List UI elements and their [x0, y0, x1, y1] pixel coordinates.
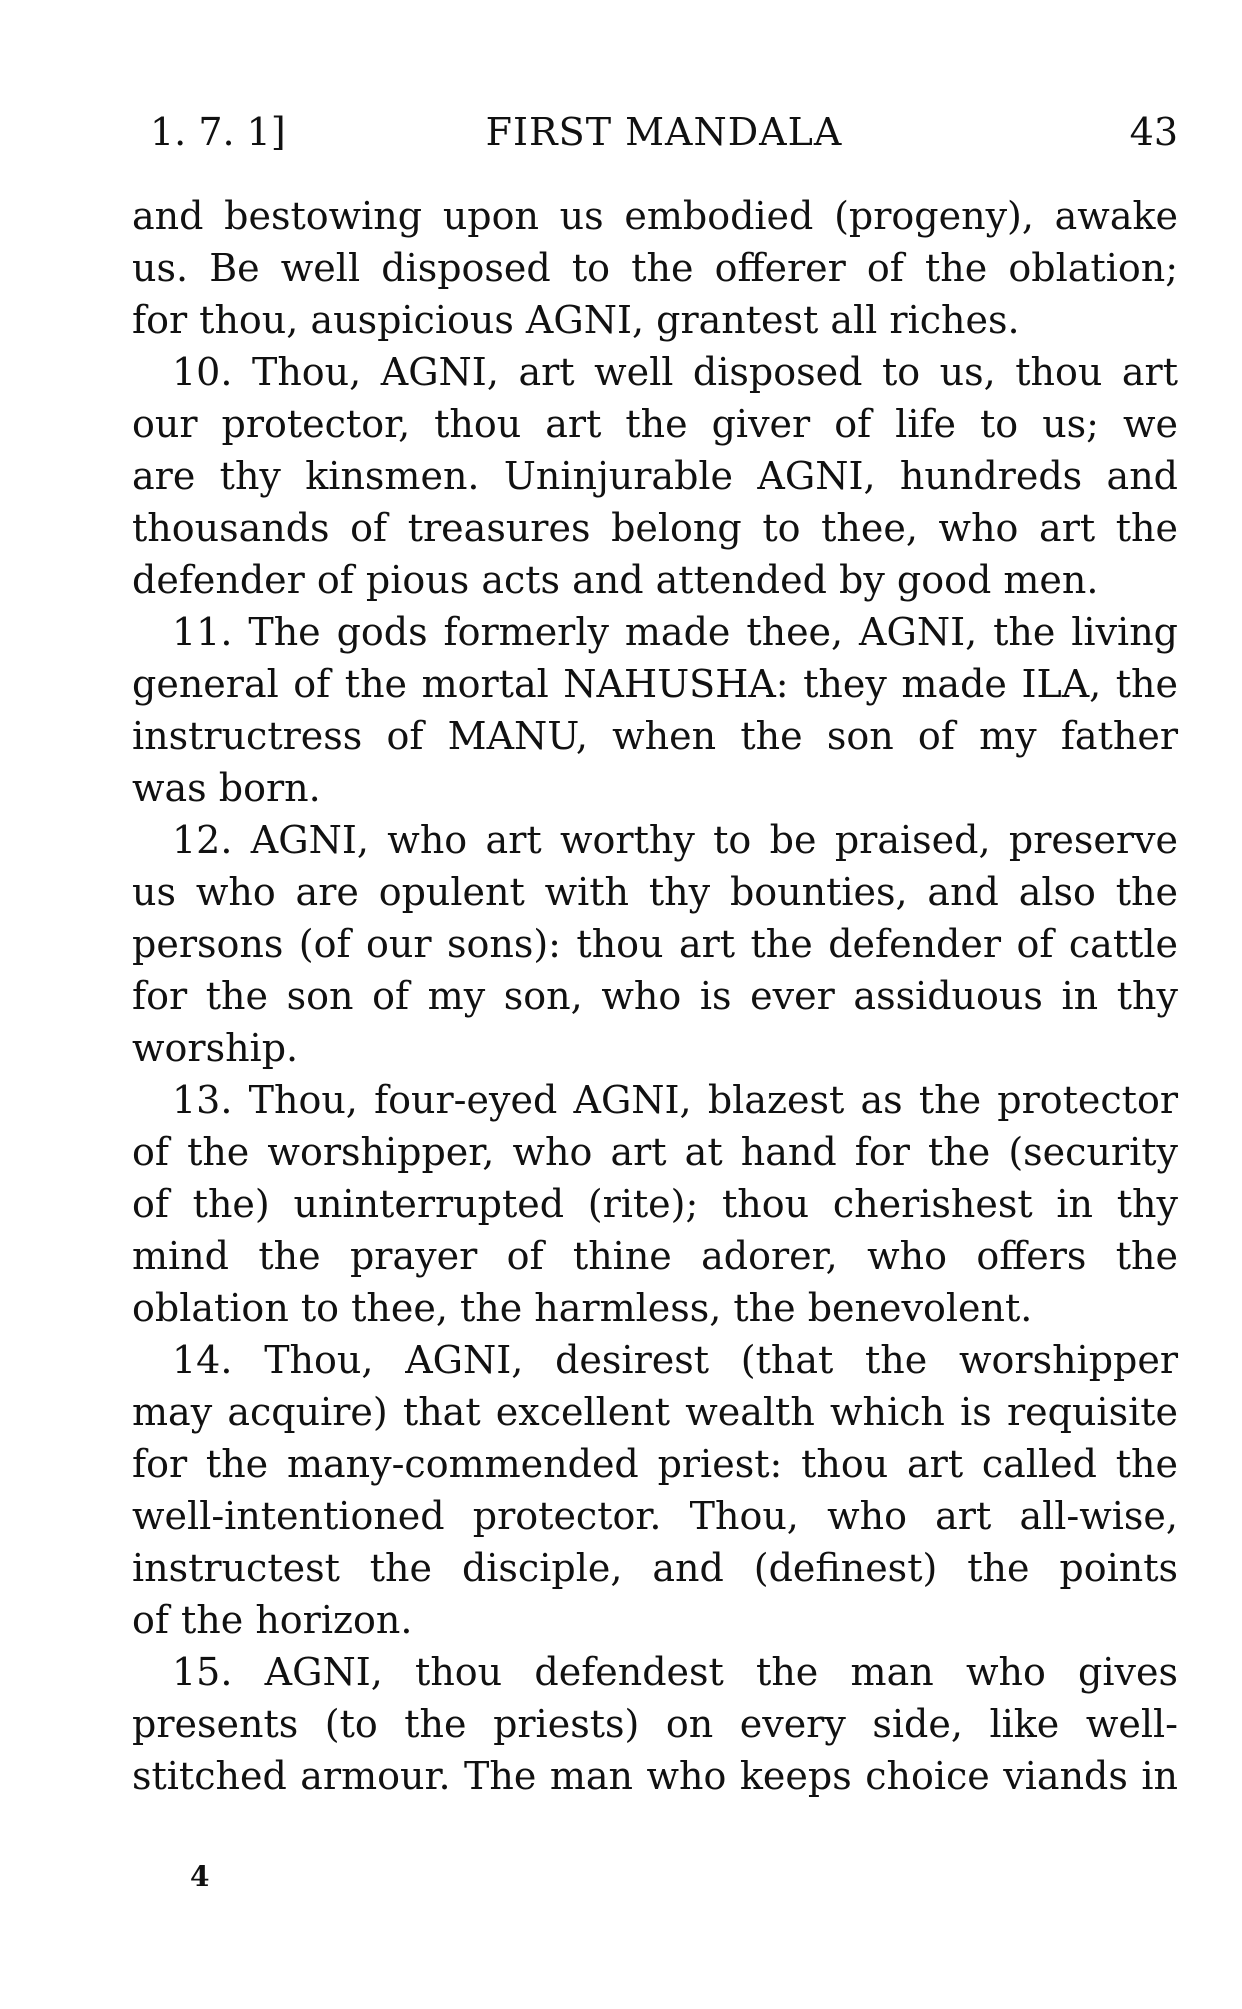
page-body-text — [132, 190, 1178, 1802]
text-line: for the son of my son, who is ever assiduous in thy — [132, 974, 1178, 1018]
running-header — [150, 108, 1178, 156]
verse-10-line: 10. Thou, AGNI, art well disposed to us, thou art — [172, 350, 1178, 394]
verse-11-line: 11. The gods formerly made thee, AGNI, the living — [172, 610, 1178, 654]
text-line: instructress of MANU, when the son of my father — [132, 714, 1178, 758]
text-line: thousands of treasures belong to thee, who art the — [132, 506, 1178, 550]
text-line: defender of pious acts and attended by good men. — [132, 558, 1099, 602]
text-line: may acquire) that excellent wealth which is requisite — [132, 1390, 1178, 1434]
text-line: instructest the disciple, and (definest) the points — [132, 1546, 1178, 1590]
text-line: are thy kinsmen. Uninjurable AGNI, hundreds and — [132, 454, 1178, 498]
text-line: well-intentioned protector. Thou, who art all-wise, — [132, 1494, 1178, 1538]
verse-12-line: 12. AGNI, who art worthy to be praised, preserve — [172, 818, 1178, 862]
text-line: stitched armour. The man who keeps choice viands in — [132, 1754, 1178, 1798]
verse-15-line: 15. AGNI, thou defendest the man who gives — [172, 1650, 1178, 1694]
text-line: and bestowing upon us embodied (progeny), awake — [132, 194, 1178, 238]
text-line: of the horizon. — [132, 1598, 413, 1642]
text-line: us who are opulent with thy bounties, and also the — [132, 870, 1178, 914]
verse-14-line: 14. Thou, AGNI, desirest (that the worshipper — [172, 1338, 1178, 1382]
text-line: oblation to thee, the harmless, the benevolent. — [132, 1286, 1033, 1330]
text-line: us. Be well disposed to the offerer of the oblation; — [132, 246, 1178, 290]
header-reference: 1. 7. 1] — [150, 110, 286, 154]
page-number: 43 — [1129, 110, 1178, 154]
header-title: FIRST MANDALA — [485, 110, 843, 154]
text-line: was born. — [132, 766, 321, 810]
text-line: persons (of our sons): thou art the defender of cattle — [132, 922, 1178, 966]
text-line: our protector, thou art the giver of life to us; we — [132, 402, 1178, 446]
text-line: of the) uninterrupted (rite); thou cherishest in thy — [132, 1182, 1178, 1226]
text-line: of the worshipper, who art at hand for the (security — [132, 1130, 1178, 1174]
text-line: for the many-commended priest: thou art called the — [132, 1442, 1178, 1486]
text-line: worship. — [132, 1026, 299, 1070]
text-line: presents (to the priests) on every side, like well- — [132, 1702, 1178, 1746]
text-line: for thou, auspicious AGNI, grantest all riches. — [132, 298, 1020, 342]
verse-13-line: 13. Thou, four-eyed AGNI, blazest as the protector — [172, 1078, 1178, 1122]
text-line: mind the prayer of thine adorer, who offers the — [132, 1234, 1178, 1278]
text-line: general of the mortal NAHUSHA: they made ILA, the — [132, 662, 1178, 706]
printer-signature-mark: 4 — [190, 1860, 210, 1893]
